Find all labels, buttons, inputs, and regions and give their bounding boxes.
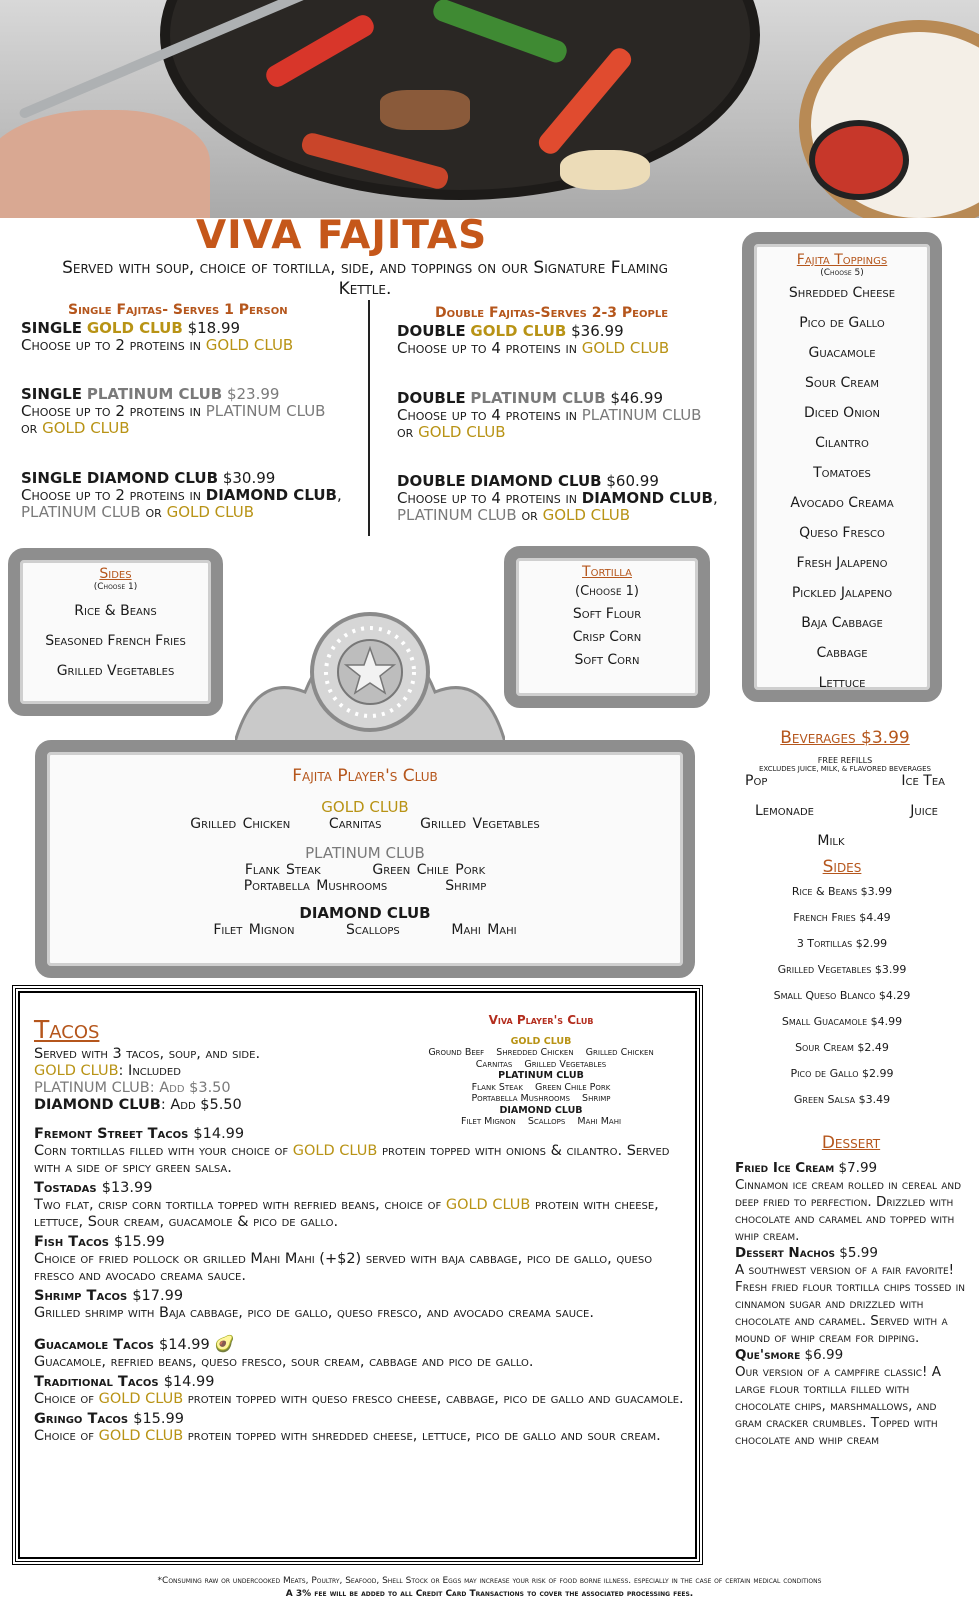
avocado-icon: 🥑 bbox=[214, 1334, 235, 1353]
hand bbox=[0, 110, 210, 218]
topping-item: Fresh Jalapeno bbox=[796, 555, 888, 571]
side-choice-item: Grilled Vegetables bbox=[56, 663, 175, 679]
topping-item: Avocado Creama bbox=[790, 495, 894, 511]
mini-gold-row: Carnitas Grilled Vegetables bbox=[475, 1058, 607, 1070]
taco-list bbox=[34, 1123, 694, 1445]
footer-fee-notice: A 3% fee will be added to all Credit Card Transactions to cover the associated processing fees. bbox=[285, 1589, 694, 1599]
mini-plat-row: Portabella Mushrooms Shrimp bbox=[471, 1093, 611, 1104]
players-dia-label: DIAMOND CLUB bbox=[299, 904, 431, 922]
beverage-item: Milk bbox=[817, 833, 845, 849]
mini-title: Viva Player's Club bbox=[488, 1013, 594, 1027]
topping-item: Shredded Cheese bbox=[788, 285, 896, 301]
taco-item: Shrimp Tacos $17.99 Grilled shrimp with Baja cabbage, pico de gallo, queso fresco, and avocado creama sauce. bbox=[34, 1288, 594, 1321]
dessert-heading: Dessert bbox=[821, 1133, 881, 1153]
mini-gold-row: Ground Beef Shredded Chicken Grilled Chicken bbox=[428, 1047, 654, 1058]
hero-fajita-photo bbox=[0, 0, 979, 218]
viva-players-club-mini bbox=[376, 1015, 706, 1128]
tortilla-choice-box bbox=[504, 546, 710, 708]
side-menu-item: Sour Cream $2.49 bbox=[795, 1041, 889, 1054]
column-divider bbox=[368, 300, 370, 536]
mini-plat-row: Flank Steak Green Chile Pork bbox=[471, 1081, 611, 1093]
taco-item: Fish Tacos $15.99 Choice of fried pollock or grilled Mahi Mahi (+$2) served with baja cabbage, pico de gallo, queso fresco and avocado creama sauce. bbox=[34, 1234, 653, 1284]
double-diamond: DOUBLE DIAMOND CLUB $60.99 Choose up to 4 proteins in DIAMOND CLUB, PLATINUM CLUB or GOLD CLUB bbox=[397, 472, 718, 524]
topping-item: Diced Onion bbox=[804, 405, 880, 421]
dessert-desc: Cinnamon ice cream rolled in cereal and deep fried to perfection. Drizzled with chocolate and caramel and topped with whip cream. bbox=[735, 1177, 962, 1244]
players-plat-row1: Flank Steak Green Chile Pork bbox=[244, 862, 486, 878]
dessert-item: Que'smore $6.99 bbox=[735, 1347, 844, 1363]
side-choice-item: Seasoned French Fries bbox=[45, 633, 186, 649]
sides-menu-heading: Sides bbox=[822, 857, 862, 877]
star-ornament bbox=[235, 602, 505, 742]
sides-box-heading: Sides bbox=[99, 566, 132, 582]
topping-item: Pickled Jalapeno bbox=[791, 585, 893, 601]
topping-item: Baja Cabbage bbox=[801, 615, 883, 631]
taco-item: Gringo Tacos $15.99 Choice of GOLD CLUB protein topped with shredded cheese, lettuce, pico de gallo and sour cream. bbox=[34, 1411, 661, 1444]
side-menu-item: 3 Tortillas $2.99 bbox=[796, 937, 888, 950]
dessert-item: Dessert Nachos $5.99 bbox=[735, 1245, 878, 1261]
topping-item: Tomatoes bbox=[813, 465, 871, 481]
side-menu-item: Small Queso Blanco $4.29 bbox=[773, 989, 911, 1002]
dessert-desc: A southwest version of a fair favorite! Fresh fried flour tortilla chips tossed in cinnamon sugar and drizzled with chocolate and caramel. Served with a mound of whip cream for dipping. bbox=[735, 1262, 966, 1346]
mini-plat-label: PLATINUM CLUB bbox=[498, 1070, 584, 1081]
beverage-item: Juice bbox=[910, 803, 938, 819]
tortilla-box-heading: Tortilla bbox=[582, 564, 632, 580]
dessert-list bbox=[735, 1160, 967, 1449]
side-menu-item: Rice & Beans $3.99 bbox=[791, 885, 893, 898]
tacos-heading: Tacos bbox=[34, 1015, 100, 1044]
fajita-toppings-box bbox=[742, 232, 942, 702]
salsa-bowl bbox=[809, 120, 909, 200]
topping-item: Cilantro bbox=[815, 435, 869, 451]
tacos-section bbox=[12, 985, 703, 1565]
side-menu-item: Pico de Gallo $2.99 bbox=[790, 1067, 894, 1080]
topping-item: Lettuce bbox=[818, 675, 866, 691]
side-menu-item: Small Guacamole $4.99 bbox=[781, 1015, 903, 1028]
dessert-desc: Our version of a campfire classic! A large flour tortilla filled with chocolate chips, marshmallows, and gram cracker crumbles. Topped with chocolate and whip cream bbox=[735, 1364, 941, 1448]
beverage-item: Lemonade bbox=[755, 803, 814, 819]
tortilla-box-choose: (Choose 1) bbox=[575, 584, 639, 599]
taco-item: Tostadas $13.99 Two flat, crisp corn tortilla topped with refried beans, choice of GOLD CLUB protein with cheese, lettuce, Sour cream, guacamole & pico de gallo. bbox=[34, 1180, 659, 1230]
taco-item: Guacamole Tacos $14.99 🥑 Guacamole, refried beans, queso fresco, sour cream, cabbage and pico de gallo. bbox=[34, 1334, 534, 1370]
taco-item: Traditional Tacos $14.99 Choice of GOLD CLUB protein topped with queso fresco cheese, cabbage, pico de gallo and guacamole. bbox=[34, 1374, 684, 1407]
single-fajitas-heading: Single Fajitas- Serves 1 Person bbox=[68, 302, 288, 318]
side-choice-item: Rice & Beans bbox=[74, 603, 157, 619]
beverages-section bbox=[730, 728, 960, 1113]
players-plat-label: PLATINUM CLUB bbox=[305, 844, 425, 862]
topping-item: Queso Fresco bbox=[799, 525, 885, 541]
page-title: VIVA FAJITAS bbox=[196, 213, 488, 258]
tacos-served: Served with 3 tacos, soup, and side. bbox=[34, 1046, 261, 1062]
tortilla-item: Crisp Corn bbox=[572, 629, 642, 645]
single-gold: SINGLE GOLD CLUB $18.99 Choose up to 2 proteins in GOLD CLUB bbox=[21, 319, 294, 354]
fajita-players-club bbox=[35, 740, 695, 978]
beverages-heading: Beverages $3.99 bbox=[780, 728, 910, 748]
side-menu-item: Green Salsa $3.49 bbox=[793, 1093, 891, 1106]
double-gold: DOUBLE GOLD CLUB $36.99 Choose up to 4 proteins in GOLD CLUB bbox=[397, 322, 670, 357]
beverage-excludes: EXCLUDES JUICE, MILK, & FLAVORED BEVERAGES bbox=[759, 765, 931, 773]
toppings-choose: (Choose 5) bbox=[820, 268, 864, 278]
beverage-item: Ice Tea bbox=[901, 773, 945, 789]
players-plat-row2: Portabella Mushrooms Shrimp bbox=[243, 878, 487, 894]
taco-item: Fremont Street Tacos $14.99 Corn tortillas filled with your choice of GOLD CLUB protein topped with onions & cilantro. Served with a side of spicy green salsa. bbox=[34, 1126, 670, 1176]
topping-item: Guacamole bbox=[808, 345, 876, 361]
tortilla-item: Soft Corn bbox=[574, 652, 640, 668]
beverage-item: Pop bbox=[745, 773, 768, 789]
free-refills: FREE REFILLS bbox=[817, 756, 873, 765]
sides-box-choose: (Choose 1) bbox=[93, 582, 138, 592]
tortilla-item: Soft Flour bbox=[572, 606, 642, 622]
double-platinum: DOUBLE PLATINUM CLUB $46.99 Choose up to 4 proteins in PLATINUM CLUB or GOLD CLUB bbox=[397, 389, 702, 441]
footer-disclaimer: *Consuming raw or undercooked Meats, Poultry, Seafood, Shell Stock or Eggs may increase your risk of food borne illness. especially in the case of certain medical conditions bbox=[157, 1576, 822, 1586]
dessert-item: Fried Ice Cream $7.99 bbox=[735, 1160, 878, 1176]
mini-dia-label: DIAMOND CLUB bbox=[499, 1104, 583, 1116]
players-gold-items: Grilled Chicken Carnitas Grilled Vegetables bbox=[190, 816, 540, 832]
onion bbox=[560, 150, 650, 190]
players-dia-items: Filet Mignon Scallops Mahi Mahi bbox=[213, 922, 517, 938]
mini-dia-row: Filet Mignon Scallops Mahi Mahi bbox=[460, 1116, 622, 1127]
footer bbox=[0, 1575, 979, 1601]
topping-item: Sour Cream bbox=[805, 375, 879, 391]
side-menu-item: Grilled Vegetables $3.99 bbox=[777, 963, 907, 976]
page-subtitle: Served with soup, choice of tortilla, side, and toppings on our Signature Flaming Kettle. bbox=[62, 258, 668, 299]
players-gold-label: GOLD CLUB bbox=[321, 798, 409, 816]
steak-piece bbox=[380, 90, 470, 130]
double-fajitas-heading: Double Fajitas-Serves 2-3 People bbox=[435, 305, 669, 321]
topping-item: Pico de Gallo bbox=[799, 315, 885, 331]
players-club-title: Fajita Player's Club bbox=[292, 766, 438, 786]
toppings-heading: Fajita Toppings bbox=[796, 252, 888, 268]
sides-choice-box bbox=[8, 548, 223, 716]
topping-item: Cabbage bbox=[816, 645, 868, 661]
side-menu-item: French Fries $4.49 bbox=[793, 911, 891, 924]
single-diamond: SINGLE DIAMOND CLUB $30.99 Choose up to 2 proteins in DIAMOND CLUB, PLATINUM CLUB or GOLD CLUB bbox=[21, 469, 342, 521]
tacos-pricing: Served with 3 tacos, soup, and side. GOLD CLUB: Included PLATINUM CLUB: Add $3.50 DIAMOND CLUB: Add $5.50 bbox=[34, 1046, 261, 1113]
single-platinum: SINGLE PLATINUM CLUB $23.99 Choose up to 2 proteins in PLATINUM CLUB or GOLD CLUB bbox=[21, 385, 326, 437]
mini-gold-label: GOLD CLUB bbox=[510, 1035, 572, 1047]
